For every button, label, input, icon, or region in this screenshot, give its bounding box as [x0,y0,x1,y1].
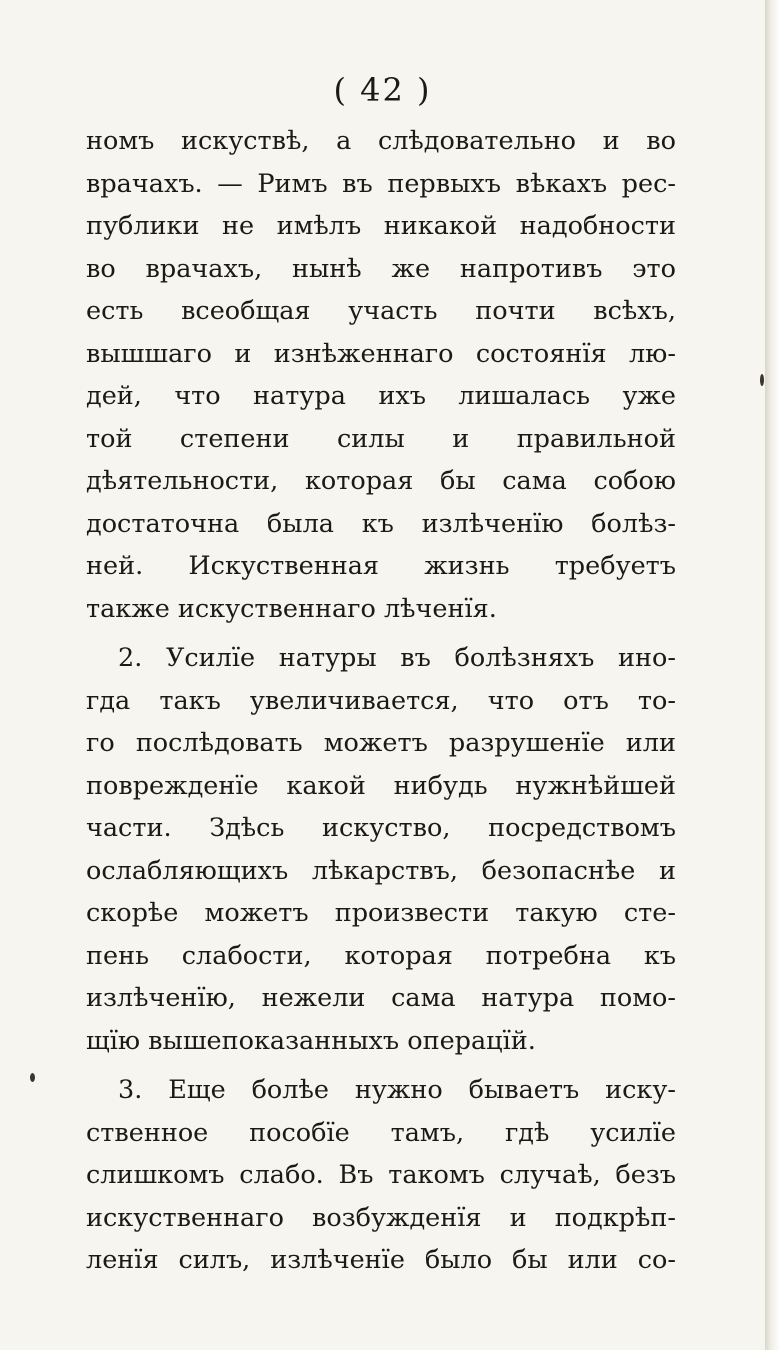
text-line: также искуственнаго лѣченїя. [86,593,497,624]
text-line: достаточна была къ излѣченїю болѣз- [86,508,676,539]
text-line: 2. Усилїе натуры въ болѣзняхъ ино- [118,643,676,673]
ink-blot [30,1073,35,1082]
text-line: искуственнаго возбужденїя и подкрѣп- [86,1202,676,1233]
body-text [86,120,676,1289]
text-line: той степени силы и правильной [86,423,676,454]
text-line: врачахъ. — Римъ въ первыхъ вѣкахъ рес- [86,168,676,199]
text-line: дѣятельности, которая бы сама собою [86,466,676,496]
text-line: номъ искуствѣ, а слѣдовательно и во [86,126,676,156]
paragraph-2 [86,637,676,1062]
text-line: го послѣдовать можетъ разрушенїе или [86,728,676,758]
text-line: есть всеобщая участь почти всѣхъ, [86,296,676,326]
text-line: во врачахъ, нынѣ же напротивъ это [86,253,676,284]
text-line: щїю вышепоказанныхъ операцїй. [86,1025,536,1056]
text-line: ленїя силъ, излѣченїе было бы или со- [86,1245,676,1275]
text-line: 3. Еще болѣе нужно бываетъ иску- [118,1075,676,1105]
text-line: излѣченїю, нежели сама натура помо- [86,983,676,1013]
text-line: ослабляющихъ лѣкарствъ, безопаснѣе и [86,855,676,886]
text-line: вышшаго и изнѣженнаго состоянїя лю- [86,338,676,369]
text-line: скорѣе можетъ произвести такую сте- [86,898,676,928]
paragraph-3 [86,1069,676,1282]
page-number: ( 42 ) [333,71,432,109]
page-edge [765,0,780,1350]
text-line: публики не имѣлъ никакой надобности [86,211,676,241]
text-line: пень слабости, которая потребна къ [86,940,676,971]
ink-blot [760,374,764,386]
text-line: части. Здѣсь искуство, посредствомъ [86,813,676,843]
paragraph-1 [86,120,676,630]
text-line: дей, что натура ихъ лишалась уже [86,381,676,411]
text-line: гда такъ увеличивается, что отъ то- [86,685,676,716]
text-line: ственное пособїе тамъ, гдѣ усилїе [86,1117,676,1148]
text-line: поврежденїе какой нибудь нужнѣйшей [86,770,676,801]
text-line: слишкомъ слабо. Въ такомъ случаѣ, безъ [86,1160,676,1190]
text-line: ней. Искуственная жизнь требуетъ [86,551,676,581]
